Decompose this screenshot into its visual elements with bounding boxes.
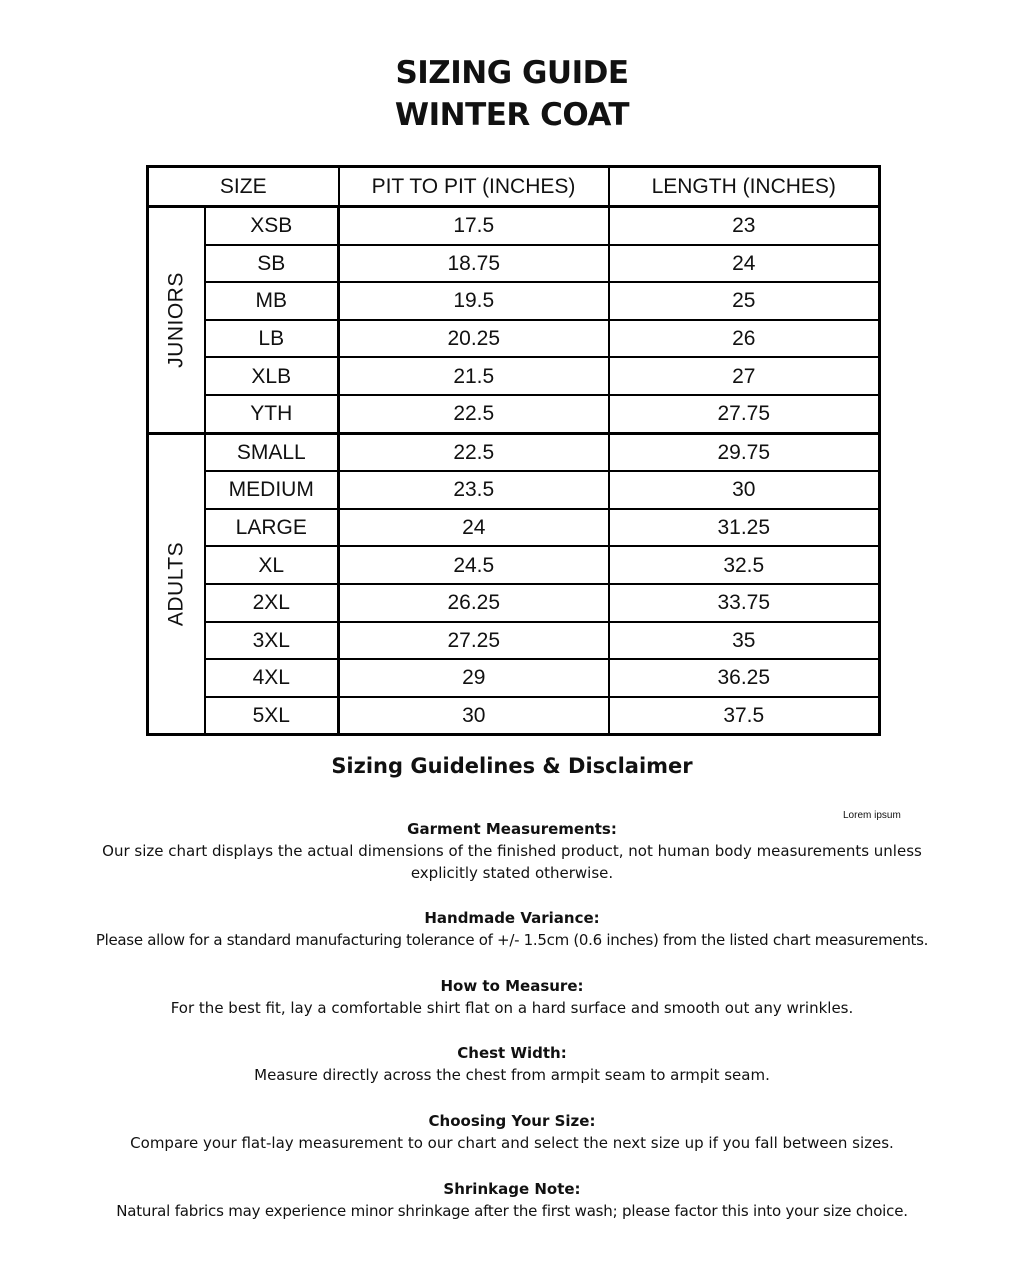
length-cell: 29.75 [609,433,880,471]
length-cell: 25 [609,282,880,320]
pit-to-pit-cell: 27.25 [339,622,609,660]
length-cell: 33.75 [609,584,880,622]
section-heading: How to Measure: [440,977,584,995]
table-row [148,282,880,320]
group-label-cell [148,207,205,434]
header-length: LENGTH (INCHES) [609,167,880,207]
group-label-cell [148,433,205,735]
pit-to-pit-cell: 17.5 [339,207,609,245]
pit-to-pit-cell: 21.5 [339,357,609,395]
size-cell: XLB [205,357,339,395]
size-cell: MEDIUM [205,471,339,509]
table-row [148,471,880,509]
header-size: SIZE [148,167,339,207]
size-chart-body [148,167,880,735]
table-row [148,622,880,660]
pit-to-pit-cell: 22.5 [339,395,609,433]
section-garment-measurements [0,818,1024,884]
size-cell: XSB [205,207,339,245]
size-cell: MB [205,282,339,320]
section-body: Measure directly across the chest from armpit seam to armpit seam. [254,1066,770,1084]
pit-to-pit-cell: 24.5 [339,546,609,584]
pit-to-pit-cell: 30 [339,697,609,735]
section-body: Please allow for a standard manufacturing tolerance of +/- 1.5cm (0.6 inches) from the listed chart measurements. [95,931,929,949]
length-cell: 32.5 [609,546,880,584]
group-label: JUNIORS [164,271,188,368]
lorem-note: Lorem ipsum [843,810,901,821]
table-row [148,697,880,735]
section-heading: Chest Width: [457,1044,567,1062]
disclaimer-title: Sizing Guidelines & Disclaimer [331,754,693,778]
size-cell: 3XL [205,622,339,660]
pit-to-pit-cell: 26.25 [339,584,609,622]
section-heading: Handmade Variance: [424,909,600,927]
size-cell: LARGE [205,509,339,547]
length-cell: 36.25 [609,659,880,697]
pit-to-pit-cell: 23.5 [339,471,609,509]
group-label: ADULTS [164,541,188,627]
pit-to-pit-cell: 20.25 [339,320,609,358]
size-cell: 4XL [205,659,339,697]
section-chest-width [0,1042,1024,1086]
length-cell: 27 [609,357,880,395]
table-header-row [148,167,880,207]
section-body: For the best fit, lay a comfortable shirt flat on a hard surface and smooth out any wrinkles. [170,999,854,1017]
pit-to-pit-cell: 22.5 [339,433,609,471]
pit-to-pit-cell: 18.75 [339,245,609,283]
size-cell: SMALL [205,433,339,471]
section-body: Compare your flat-lay measurement to our chart and select the next size up if you fall between sizes. [130,1134,894,1152]
table-row [148,245,880,283]
length-cell: 37.5 [609,697,880,735]
header-pit-to-pit: PIT TO PIT (INCHES) [339,167,609,207]
size-cell: 5XL [205,697,339,735]
table-row [148,433,880,471]
section-heading: Garment Measurements: [407,820,617,838]
section-how-to-measure [0,975,1024,1019]
pit-to-pit-cell: 19.5 [339,282,609,320]
table-row [148,320,880,358]
length-cell: 26 [609,320,880,358]
pit-to-pit-cell: 29 [339,659,609,697]
length-cell: 24 [609,245,880,283]
section-heading: Choosing Your Size: [428,1112,596,1130]
length-cell: 30 [609,471,880,509]
table-row [148,584,880,622]
table-row [148,395,880,433]
section-heading: Shrinkage Note: [443,1180,581,1198]
size-cell: SB [205,245,339,283]
section-body: Natural fabrics may experience minor shrinkage after the first wash; please factor this into your size choice. [116,1202,908,1220]
length-cell: 27.75 [609,395,880,433]
table-row [148,207,880,245]
table-row [148,546,880,584]
size-cell: YTH [205,395,339,433]
pit-to-pit-cell: 24 [339,509,609,547]
page-title-line1: SIZING GUIDE [395,55,629,91]
length-cell: 31.25 [609,509,880,547]
size-cell: XL [205,546,339,584]
length-cell: 35 [609,622,880,660]
page-title-line2: WINTER COAT [394,97,630,133]
section-body: Our size chart displays the actual dimensions of the finished product, not human body measurements unless explicitly stated otherwise. [102,842,922,882]
length-cell: 23 [609,207,880,245]
size-cell: LB [205,320,339,358]
size-chart-table [146,165,881,736]
section-choosing-size [0,1110,1024,1154]
table-row [148,659,880,697]
table-row [148,357,880,395]
section-shrinkage-note [0,1178,1024,1222]
table-row [148,509,880,547]
section-handmade-variance [0,907,1024,951]
size-cell: 2XL [205,584,339,622]
